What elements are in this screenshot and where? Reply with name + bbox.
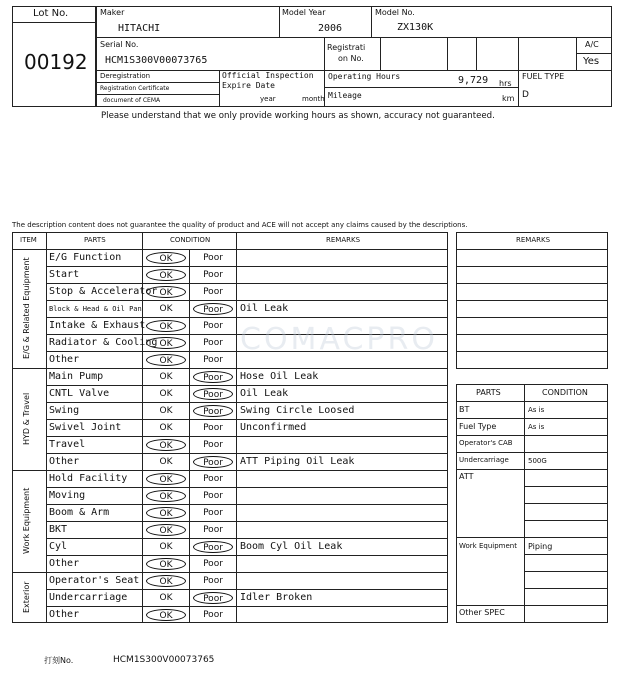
condition-poor: Poor bbox=[193, 456, 233, 468]
pc-part: Undercarriage bbox=[459, 456, 509, 464]
condition-ok: OK bbox=[159, 304, 173, 314]
group-label: Work Equipment bbox=[22, 487, 31, 555]
condition-ok: OK bbox=[146, 252, 186, 264]
inspection-label-2: Expire Date bbox=[222, 81, 275, 90]
pc-part: Work Equipment bbox=[459, 542, 517, 550]
remark-text: Hose Oil Leak bbox=[240, 371, 319, 382]
part-label: Other bbox=[49, 456, 80, 467]
dereg-label: Deregistration bbox=[100, 72, 151, 80]
col-parts-header: PARTS bbox=[84, 236, 106, 244]
remark-text: Idler Broken bbox=[240, 592, 313, 603]
part-label: Hold Facility bbox=[49, 473, 128, 484]
condition-ok: OK bbox=[146, 354, 186, 366]
serial-label: Serial No. bbox=[100, 40, 139, 49]
registration-label-2: on No. bbox=[338, 54, 364, 63]
remark-text: Boom Cyl Oil Leak bbox=[240, 541, 343, 552]
condition-poor: Poor bbox=[203, 270, 223, 280]
pc-condition-header: CONDITION bbox=[542, 388, 588, 397]
watermark: COMACPRO bbox=[240, 322, 438, 357]
model-year-value: 2006 bbox=[318, 23, 343, 34]
condition-poor: Poor bbox=[193, 405, 233, 417]
col-item-header: ITEM bbox=[20, 236, 37, 244]
condition-ok: OK bbox=[146, 558, 186, 570]
condition-poor: Poor bbox=[203, 610, 223, 620]
pc-part: Operator's CAB bbox=[459, 439, 513, 447]
model-year-label: Model Year bbox=[282, 8, 326, 17]
condition-ok: OK bbox=[159, 593, 173, 603]
pc-cond: As is bbox=[528, 423, 545, 431]
condition-poor: Poor bbox=[203, 338, 223, 348]
part-label: Intake & Exhaust bbox=[49, 320, 146, 331]
col-remarks-header: REMARKS bbox=[326, 236, 361, 244]
dereg-sub1: Registration Certificate bbox=[100, 85, 170, 92]
condition-ok: OK bbox=[159, 372, 173, 382]
condition-poor: Poor bbox=[203, 474, 223, 484]
part-label: Other bbox=[49, 558, 80, 569]
condition-poor: Poor bbox=[203, 491, 223, 501]
group-label: HYD & Travel bbox=[22, 392, 31, 446]
km-unit: km bbox=[502, 94, 515, 103]
inspection-label: Official Inspection bbox=[222, 71, 314, 80]
pc-part: BT bbox=[459, 405, 470, 414]
condition-ok: OK bbox=[146, 473, 186, 485]
maker-value: HITACHI bbox=[118, 23, 161, 34]
condition-poor: Poor bbox=[193, 371, 233, 383]
mileage-label: Mileage bbox=[328, 91, 362, 100]
condition-poor: Poor bbox=[203, 576, 223, 586]
col-condition-header: CONDITION bbox=[170, 236, 211, 244]
condition-ok: OK bbox=[146, 439, 186, 451]
ac-label: A/C bbox=[585, 40, 599, 49]
condition-poor: Poor bbox=[203, 508, 223, 518]
part-label: Other bbox=[49, 354, 80, 365]
part-label: Swivel Joint bbox=[49, 422, 122, 433]
part-label: BKT bbox=[49, 524, 68, 535]
part-label: CNTL Valve bbox=[49, 388, 110, 399]
condition-ok: OK bbox=[146, 524, 186, 536]
serial-value: HCM1S300V00073765 bbox=[105, 55, 208, 66]
condition-poor: Poor bbox=[193, 541, 233, 553]
hours-notice: Please understand that we only provide working hours as shown, accuracy not guaranteed. bbox=[101, 111, 495, 121]
remark-text: Oil Leak bbox=[240, 388, 289, 399]
part-label: Travel bbox=[49, 439, 86, 450]
remark-text: ATT Piping Oil Leak bbox=[240, 456, 355, 467]
operating-hours-label: Operating Hours bbox=[328, 72, 401, 81]
stamp-label: 打刻No. bbox=[44, 656, 74, 665]
condition-poor: Poor bbox=[203, 559, 223, 569]
part-label: Cyl bbox=[49, 541, 68, 552]
condition-ok: OK bbox=[159, 423, 173, 433]
condition-ok: OK bbox=[159, 542, 173, 552]
pc-part: Fuel Type bbox=[459, 422, 497, 431]
pc-cond: 500G bbox=[528, 457, 547, 465]
condition-ok: OK bbox=[146, 286, 186, 298]
condition-ok: OK bbox=[159, 406, 173, 416]
remark-text: Swing Circle Loosed bbox=[240, 405, 355, 416]
condition-poor: Poor bbox=[193, 592, 233, 604]
year-label: year bbox=[260, 95, 276, 103]
condition-poor: Poor bbox=[203, 287, 223, 297]
condition-poor: Poor bbox=[193, 303, 233, 315]
pc-part: Other SPEC bbox=[459, 608, 505, 617]
model-no-label: Model No. bbox=[375, 8, 415, 17]
condition-poor: Poor bbox=[203, 423, 223, 433]
condition-poor: Poor bbox=[203, 321, 223, 331]
condition-ok: OK bbox=[146, 609, 186, 621]
model-no-value: ZX130K bbox=[397, 22, 434, 33]
condition-ok: OK bbox=[146, 337, 186, 349]
part-label: Moving bbox=[49, 490, 86, 501]
condition-poor: Poor bbox=[203, 440, 223, 450]
condition-poor: Poor bbox=[203, 253, 223, 263]
group-label: E/G & Related Equipment bbox=[22, 257, 31, 360]
hrs-unit: hrs bbox=[499, 79, 512, 88]
condition-poor: Poor bbox=[193, 388, 233, 400]
lot-number: 00192 bbox=[24, 50, 88, 74]
part-label: Swing bbox=[49, 405, 80, 416]
pc-cond: As is bbox=[528, 406, 545, 414]
registration-label: Registrati bbox=[327, 43, 366, 52]
part-label: Block & Head & Oil Pan bbox=[49, 305, 142, 313]
condition-poor: Poor bbox=[203, 525, 223, 535]
pc-parts-header: PARTS bbox=[476, 388, 501, 397]
month-label: month bbox=[302, 95, 325, 103]
group-label: Exterior bbox=[22, 581, 31, 614]
ac-value: Yes bbox=[583, 56, 600, 67]
condition-ok: OK bbox=[146, 320, 186, 332]
part-label: Start bbox=[49, 269, 80, 280]
dereg-sub2: document of CEMA bbox=[103, 97, 161, 104]
fuel-type-value: D bbox=[522, 90, 529, 100]
condition-ok: OK bbox=[146, 269, 186, 281]
part-label: Stop & Accelerator bbox=[49, 286, 158, 297]
part-label: Undercarriage bbox=[49, 592, 128, 603]
remark-text: Oil Leak bbox=[240, 303, 289, 314]
part-label: Operator's Seat bbox=[49, 575, 140, 586]
fuel-type-label: FUEL TYPE bbox=[522, 72, 565, 81]
condition-ok: OK bbox=[146, 575, 186, 587]
condition-poor: Poor bbox=[203, 355, 223, 365]
remark-text: Unconfirmed bbox=[240, 422, 307, 433]
condition-ok: OK bbox=[159, 457, 173, 467]
right-remarks-header: REMARKS bbox=[516, 236, 551, 244]
stamp-value: HCM1S300V00073765 bbox=[113, 655, 215, 665]
condition-ok: OK bbox=[146, 490, 186, 502]
part-label: E/G Function bbox=[49, 252, 122, 263]
part-label: Boom & Arm bbox=[49, 507, 110, 518]
part-label: Main Pump bbox=[49, 371, 104, 382]
condition-ok: OK bbox=[159, 389, 173, 399]
lot-label: Lot No. bbox=[33, 8, 69, 19]
part-label: Other bbox=[49, 609, 80, 620]
condition-ok: OK bbox=[146, 507, 186, 519]
part-label: Radiator & Cooling bbox=[49, 337, 158, 348]
disclaimer: The description content does not guarantee the quality of product and ACE will not accept any claims caused by the descriptions. bbox=[12, 221, 468, 229]
pc-part: ATT bbox=[459, 472, 474, 481]
pc-cond: Piping bbox=[528, 542, 553, 551]
operating-hours-value: 9,729 bbox=[458, 75, 489, 86]
maker-label: Maker bbox=[100, 8, 125, 17]
